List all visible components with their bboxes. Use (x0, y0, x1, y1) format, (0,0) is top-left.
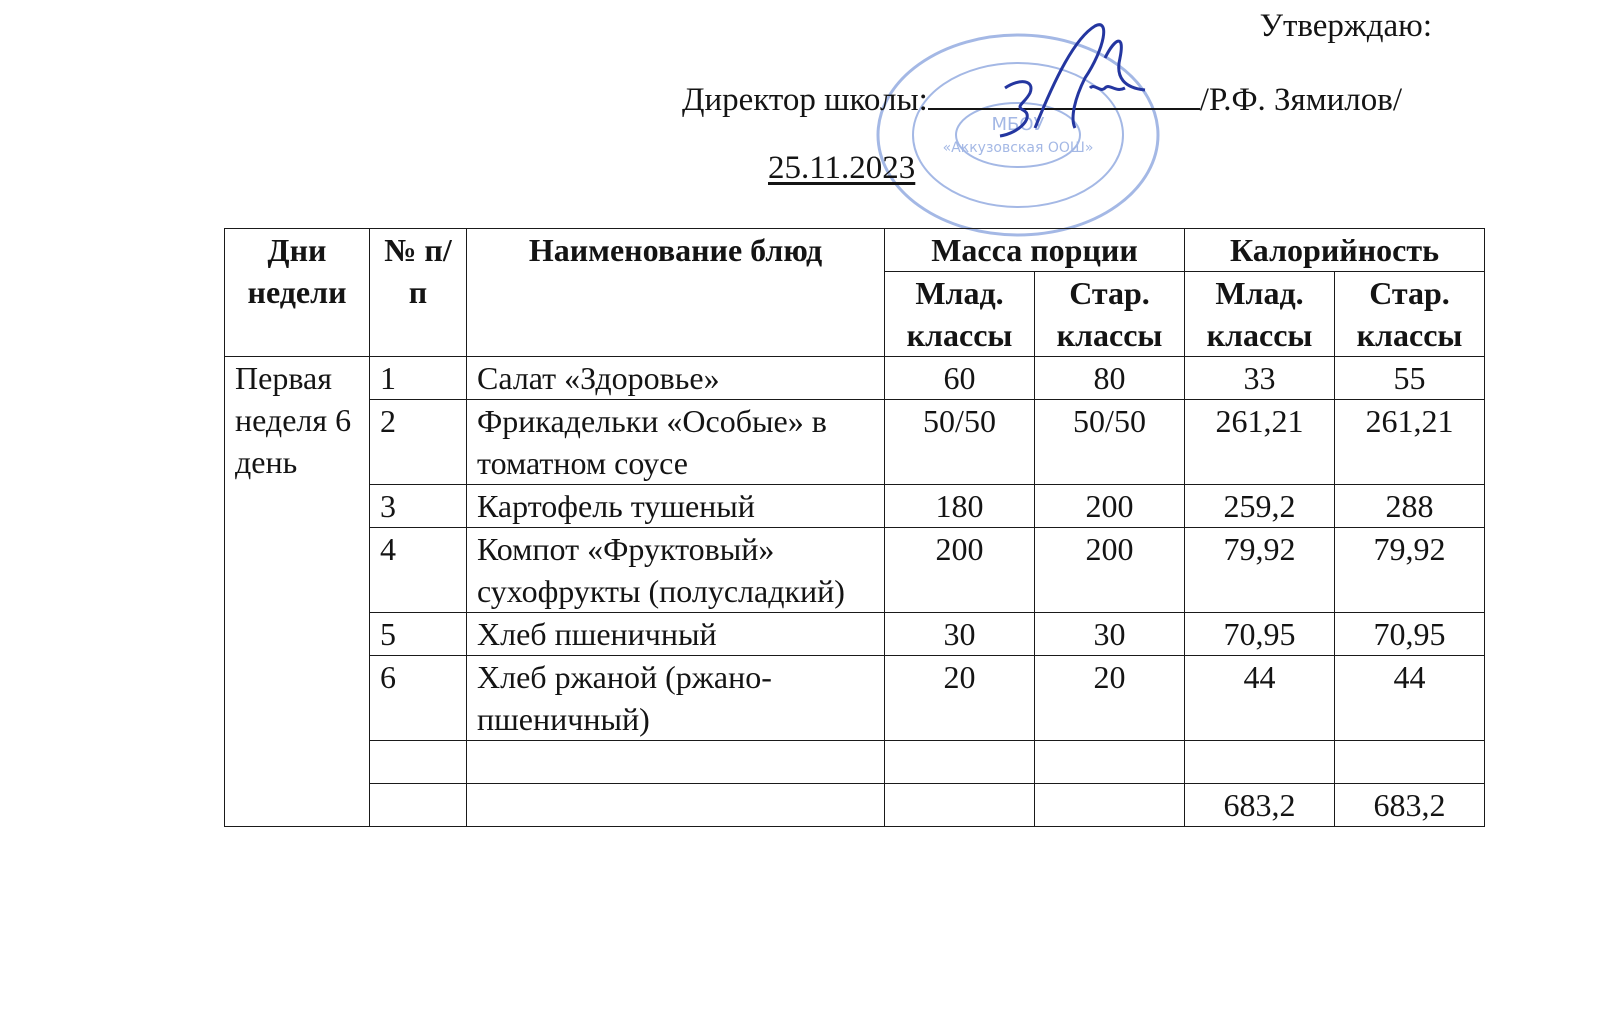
director-signature (975, 18, 1165, 148)
director-name: /Р.Ф. Зямилов/ (1199, 82, 1402, 118)
mass-junior: 180 (885, 485, 1035, 528)
table-row (225, 400, 1485, 485)
header-calories-junior: Млад. классы (1185, 272, 1335, 357)
dish-name: Фрикадельки «Особые» в томатном соусе (467, 400, 885, 485)
empty-cell (370, 784, 467, 827)
calories-senior: 288 (1335, 485, 1485, 528)
row-number: 3 (370, 485, 467, 528)
header-calories: Калорийность (1185, 229, 1485, 272)
header-calories-senior: Стар. классы (1335, 272, 1485, 357)
empty-cell (370, 741, 467, 784)
table-row (225, 357, 1485, 400)
dish-name: Компот «Фруктовый» сухофрукты (полусладкий) (467, 528, 885, 613)
calories-senior: 55 (1335, 357, 1485, 400)
header-days: Дни недели (225, 229, 370, 357)
row-number: 5 (370, 613, 467, 656)
mass-junior: 20 (885, 656, 1035, 741)
empty-cell (467, 741, 885, 784)
mass-junior: 60 (885, 357, 1035, 400)
mass-junior: 30 (885, 613, 1035, 656)
total-calories-junior: 683,2 (1185, 784, 1335, 827)
empty-cell (885, 741, 1035, 784)
header-mass-senior: Стар. классы (1035, 272, 1185, 357)
mass-senior: 80 (1035, 357, 1185, 400)
day-label: Первая неделя 6 день (225, 357, 370, 827)
table-row (225, 528, 1485, 613)
calories-junior: 70,95 (1185, 613, 1335, 656)
dish-name: Картофель тушеный (467, 485, 885, 528)
total-row (225, 784, 1485, 827)
mass-senior: 20 (1035, 656, 1185, 741)
calories-senior: 44 (1335, 656, 1485, 741)
dish-name: Салат «Здоровье» (467, 357, 885, 400)
header-mass: Масса порции (885, 229, 1185, 272)
empty-cell (467, 784, 885, 827)
mass-junior: 50/50 (885, 400, 1035, 485)
row-number: 1 (370, 357, 467, 400)
total-calories-senior: 683,2 (1335, 784, 1485, 827)
approval-heading: Утверждаю: (1259, 8, 1432, 44)
calories-junior: 44 (1185, 656, 1335, 741)
mass-senior: 200 (1035, 528, 1185, 613)
calories-junior: 33 (1185, 357, 1335, 400)
row-number: 2 (370, 400, 467, 485)
dish-name: Хлеб ржаной (ржано-пшеничный) (467, 656, 885, 741)
table-row (225, 656, 1485, 741)
calories-junior: 261,21 (1185, 400, 1335, 485)
approval-date: 25.11.2023 (768, 150, 916, 186)
header-mass-junior: Млад. классы (885, 272, 1035, 357)
table-row (225, 485, 1485, 528)
menu-table (224, 228, 1485, 827)
mass-senior: 50/50 (1035, 400, 1185, 485)
director-label: Директор школы: (682, 82, 928, 118)
empty-cell (1035, 741, 1185, 784)
mass-senior: 30 (1035, 613, 1185, 656)
mass-junior: 200 (885, 528, 1035, 613)
dish-name: Хлеб пшеничный (467, 613, 885, 656)
calories-senior: 70,95 (1335, 613, 1485, 656)
table-row (225, 613, 1485, 656)
header-dish: Наименование блюд (467, 229, 885, 357)
row-number: 6 (370, 656, 467, 741)
calories-junior: 259,2 (1185, 485, 1335, 528)
empty-row (225, 741, 1485, 784)
table-header-row (225, 229, 1485, 272)
empty-cell (1035, 784, 1185, 827)
mass-senior: 200 (1035, 485, 1185, 528)
row-number: 4 (370, 528, 467, 613)
calories-senior: 79,92 (1335, 528, 1485, 613)
empty-cell (885, 784, 1035, 827)
calories-senior: 261,21 (1335, 400, 1485, 485)
empty-cell (1185, 741, 1335, 784)
svg-text:МБОУ: МБОУ (991, 114, 1045, 135)
calories-junior: 79,92 (1185, 528, 1335, 613)
empty-cell (1335, 741, 1485, 784)
header-number: № п/п (370, 229, 467, 357)
svg-text:«Аккузовская ООШ»: «Аккузовская ООШ» (942, 140, 1094, 156)
